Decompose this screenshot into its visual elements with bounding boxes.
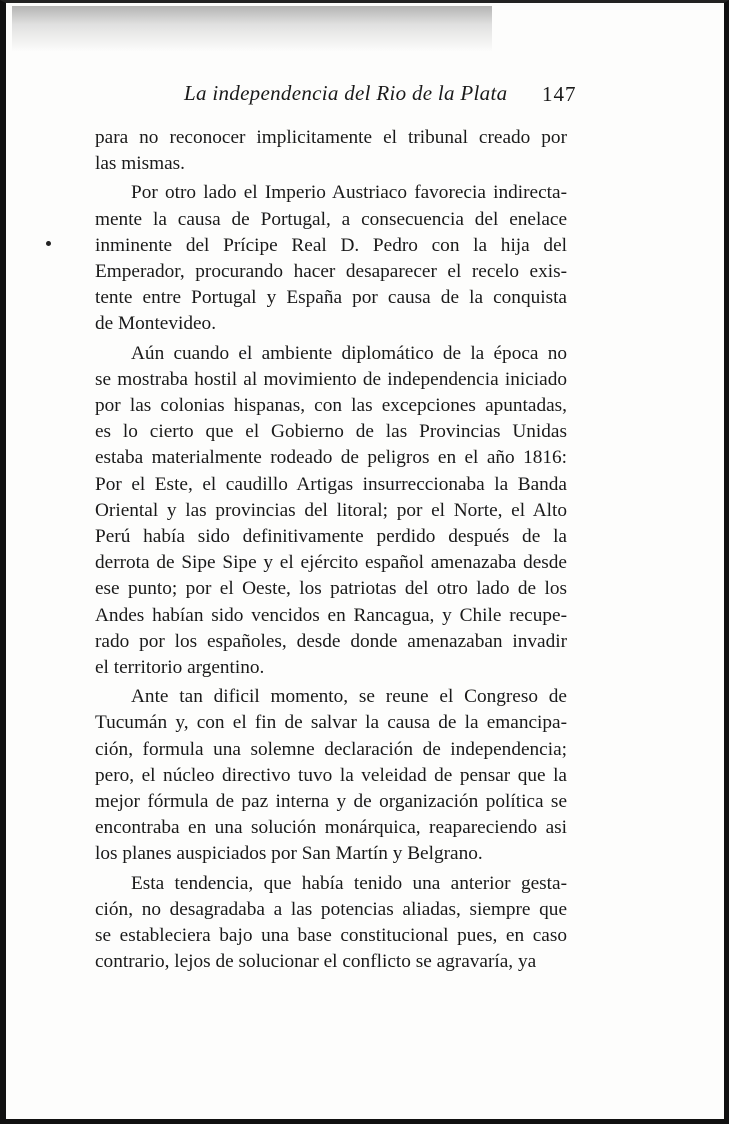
text-line: es lo cierto que el Gobierno de las Provincias Unidas: [95, 421, 567, 443]
running-title: La independencia del Rio de la Plata: [184, 81, 508, 105]
page-number: 147: [542, 82, 577, 106]
text-line: las mismas.: [95, 153, 185, 175]
text-line: por las colonias hispanas, con las excepciones apuntadas,: [95, 395, 567, 417]
paragraph: [95, 341, 567, 682]
margin-dot: [46, 241, 51, 246]
text-line: ción, formula una solemne declaración de independencia;: [95, 738, 567, 760]
text-line: se mostraba hostil al movimiento de independencia iniciado: [95, 368, 567, 390]
text-line: derrota de Sipe Sipe y el ejército español amenazaba desde: [95, 552, 567, 574]
text-line: Oriental y las provincias del litoral; por el Norte, el Alto: [95, 499, 567, 521]
text-line: contrario, lejos de solucionar el conflicto se agravaría, ya: [95, 951, 537, 973]
text-line: mejor fórmula de paz interna y de organización política se: [95, 791, 567, 813]
text-line: Andes habían sido vencidos en Rancagua, y Chile recupe-: [95, 604, 567, 626]
text-line: Emperador, procurando hacer desaparecer el recelo exis-: [95, 261, 567, 283]
text-line: Aún cuando el ambiente diplomático de la época no: [131, 342, 567, 364]
paragraph: [95, 871, 567, 976]
body-text: [95, 125, 567, 979]
scan-smudge: [12, 6, 492, 52]
paragraph: [95, 180, 567, 337]
text-line: mente la causa de Portugal, a consecuencia del enelace: [95, 208, 567, 230]
text-line: de Montevideo.: [95, 313, 217, 335]
text-line: para no reconocer implicitamente el tribunal creado por: [95, 127, 567, 148]
page-header: [6, 81, 729, 111]
text-line: Por otro lado el Imperio Austriaco favorecia indirecta-: [131, 182, 567, 204]
text-line: inminente del Prícipe Real D. Pedro con la hija del: [95, 234, 567, 256]
text-line: encontraba en una solución monárquica, reapareciendo asi: [95, 817, 567, 839]
text-line: ción, no desagradaba a las potencias aliadas, siempre que: [95, 898, 567, 920]
text-line: pero, el núcleo directivo tuvo la veleidad de pensar que la: [95, 764, 567, 786]
text-line: Esta tendencia, que había tenido una anterior gesta-: [131, 872, 567, 894]
text-line: Tucumán y, con el fin de salvar la causa de la emancipa-: [95, 712, 567, 734]
text-line: el territorio argentino.: [95, 657, 265, 679]
text-line: se estableciera bajo una base constitucional pues, en caso: [95, 925, 567, 947]
text-line: Perú había sido definitivamente perdido después de la: [95, 526, 567, 548]
text-line: los planes auspiciados por San Martín y Belgrano.: [95, 843, 483, 865]
text-line: rado por los españoles, desde donde amenazaban invadir: [95, 630, 567, 652]
text-line: Por el Este, el caudillo Artigas insurreccionaba la Banda: [95, 473, 567, 495]
text-line: ese punto; por el Oeste, los patriotas del otro lado de los: [95, 578, 567, 600]
text-line: tente entre Portugal y España por causa de la conquista: [95, 287, 567, 309]
text-line: estaba materialmente rodeado de peligros en el año 1816:: [95, 447, 567, 469]
paragraph: [95, 125, 567, 177]
paragraph: [95, 684, 567, 867]
text-line: Ante tan dificil momento, se reune el Congreso de: [131, 686, 567, 708]
